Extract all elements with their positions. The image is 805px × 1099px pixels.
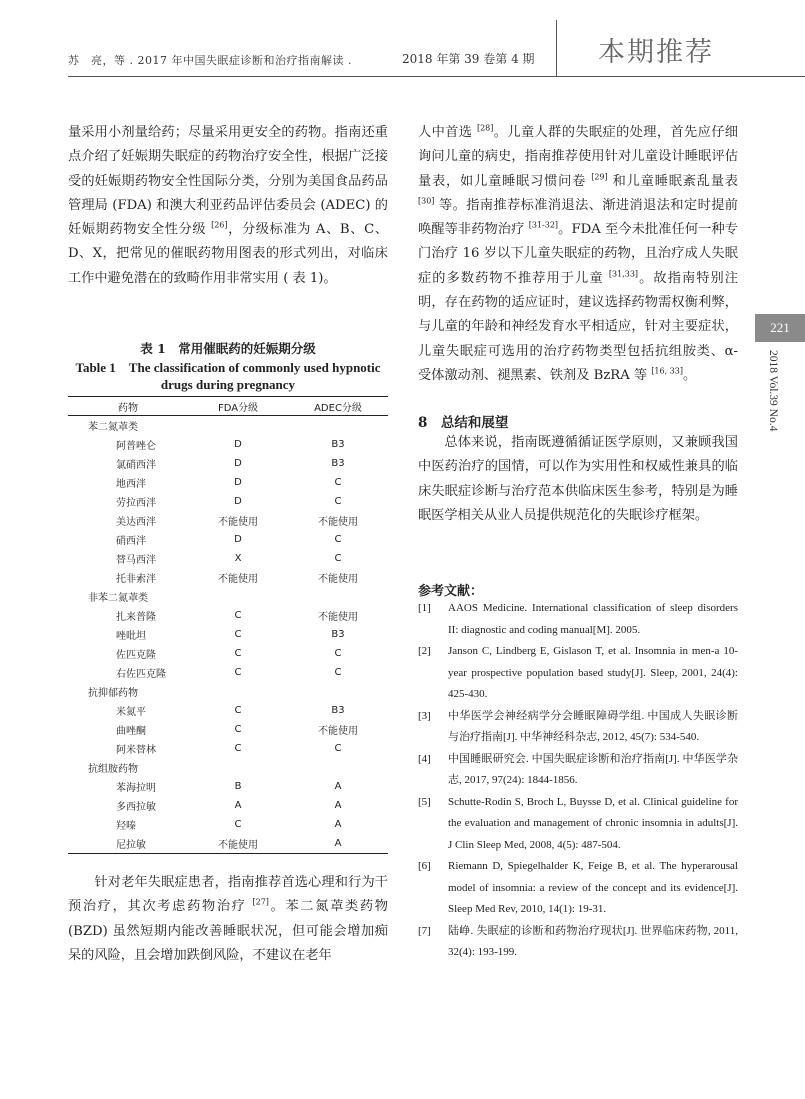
text: 总体来说，指南既遵循循证医学原则，又兼顾我国中医药治疗的国情，可以作为实用性和权威性兼具的临床失眠症诊断与治疗范本供临床医生参考，特别是为睡眠医学相关从业人员提供规范化的失眠诊疗框架。 <box>418 435 738 523</box>
group-label: 抗组胺药物 <box>88 764 138 775</box>
reference-text: Riemann D, Spiegelhalder K, Feige B, et al. The hyperarousal model of insomnia: a review of the concept and its evidence[J]. Sleep Med Rev, 2010, 14(1): 19-31. <box>448 860 738 915</box>
citation: [29] <box>591 172 608 182</box>
adec-grade: C <box>334 648 342 659</box>
header-divider <box>556 20 557 76</box>
table-row <box>68 435 388 454</box>
table-row <box>68 701 388 720</box>
fda-grade: C <box>234 724 242 735</box>
text: 。儿童人群的失眠症的处理，首先应仔细询问儿童的病史，指南推荐使用针对儿童设计睡眠评估量表，如儿童睡眠习惯问卷 <box>418 125 738 189</box>
table-group-row <box>68 682 388 701</box>
adec-grade: C <box>334 743 342 754</box>
header-fda: FDA分级 <box>217 402 259 414</box>
reference-number: [5] <box>418 795 431 808</box>
adec-grade: C <box>334 667 342 678</box>
drug-name: 曲唑酮 <box>116 726 146 737</box>
reference-item <box>418 598 738 641</box>
table-row <box>68 511 388 530</box>
reference-item <box>418 706 738 749</box>
table-row <box>68 625 388 644</box>
fda-grade: C <box>234 648 242 659</box>
running-header-issue: 2018 年第 39 卷第 4 期 <box>402 52 535 66</box>
page-number-tab: 221 <box>755 314 805 342</box>
fda-grade: 不能使用 <box>218 574 258 585</box>
adec-grade: B3 <box>331 458 345 469</box>
table-caption-en: Table 1 The classification of commonly used hypnotic drugs during pregnancy <box>75 360 381 392</box>
drug-name: 苯海拉明 <box>116 783 156 794</box>
adec-grade: C <box>334 477 342 488</box>
fda-grade: C <box>234 667 242 678</box>
reference-item <box>418 749 738 792</box>
reference-number: [2] <box>418 645 431 657</box>
reference-item <box>418 856 738 921</box>
fda-grade: 不能使用 <box>218 517 258 528</box>
reference-item <box>418 921 738 964</box>
adec-grade: A <box>334 819 342 830</box>
header-drug: 药物 <box>118 402 138 414</box>
fda-grade: D <box>234 439 242 450</box>
drug-name: 米氮平 <box>116 707 146 718</box>
table-group-row <box>68 587 388 606</box>
citation: [31-32] <box>528 220 559 230</box>
drug-name: 羟嗪 <box>116 821 136 832</box>
table-row <box>68 815 388 834</box>
table-row <box>68 777 388 796</box>
text: 量采用小剂量给药；尽量采用更安全的药物。指南还重点介绍了妊娠期失眠症的药物治疗安全性，根据广泛接受的妊娠期药物安全性国际分类，分别为美国食品药品管理局 (FDA) 和澳大利亚药品评估委员会 (ADEC) 的妊娠期药物安全性分级 <box>68 125 388 238</box>
table-row <box>68 473 388 492</box>
text: 。 <box>682 367 697 383</box>
adec-grade: C <box>334 553 342 564</box>
fda-grade: X <box>234 553 242 564</box>
drug-name: 阿米替林 <box>116 745 156 756</box>
table-row <box>68 834 388 854</box>
citation: [16, 33] <box>651 366 683 376</box>
references-list <box>418 598 738 964</box>
adec-grade: A <box>334 800 342 811</box>
drug-name: 硝西泮 <box>116 536 146 547</box>
fda-grade: C <box>234 610 242 621</box>
table-row <box>68 739 388 758</box>
table-row <box>68 454 388 473</box>
fda-grade: D <box>234 458 242 469</box>
drug-name: 美达西泮 <box>116 517 156 528</box>
table-caption-cn: 表 1 常用催眠药的妊娠期分级 <box>140 341 316 356</box>
group-label: 非苯二氮䓬类 <box>88 593 148 604</box>
drug-name: 尼拉敏 <box>116 840 146 851</box>
fda-grade: D <box>234 534 242 545</box>
citation: [30] <box>418 196 435 206</box>
drug-name: 托非索泮 <box>116 574 156 585</box>
fda-grade: C <box>234 629 242 640</box>
group-label: 苯二氮䓬类 <box>88 422 138 433</box>
group-label: 抗抑郁药物 <box>88 688 138 699</box>
drug-name: 多西拉敏 <box>116 802 156 813</box>
text: 等。指南推荐标准消退法、渐进消退法和定时提前唤醒等非药物治疗 <box>418 197 738 238</box>
drug-name: 劳拉西泮 <box>116 498 156 509</box>
header-rule <box>68 76 805 77</box>
fda-grade: 不能使用 <box>218 840 258 851</box>
adec-grade: 不能使用 <box>318 612 358 623</box>
reference-item <box>418 641 738 706</box>
drug-name: 氯硝西泮 <box>116 460 156 471</box>
drug-name: 阿普唑仑 <box>116 441 156 452</box>
text: 针对老年失眠症患者，指南推荐首选心理和行为干预治疗，其次考虑药物治疗 <box>68 875 388 915</box>
reference-text: Schutte-Rodin S, Broch L, Buysse D, et al. Clinical guideline for the evaluation and management of chronic insomnia in adults[J]. J Clin Sleep Med, 2008, 4(5): 487-504. <box>448 795 738 851</box>
fda-grade: C <box>234 743 242 754</box>
header-adec: ADEC分级 <box>314 402 362 414</box>
table-group-row <box>68 758 388 777</box>
adec-grade: B3 <box>331 439 345 450</box>
drug-name: 唑吡坦 <box>116 631 146 642</box>
text: 人中首选 <box>418 125 477 140</box>
adec-grade: A <box>334 838 342 849</box>
table-row <box>68 530 388 549</box>
text: 。故指南特别注明，存在药物的适应证时，建议选择药物需权衡利弊，与儿童的年龄和神经发育水平相适应，针对主要症状，儿童失眠症可选用的治疗药物类型包括抗组胺类、α- 受体激动剂、褪黑素、铁剂及 BzRA 等 <box>418 270 738 383</box>
citation: [26] <box>211 220 228 230</box>
references-title: 参考文献： <box>418 584 484 599</box>
section-8-body <box>418 431 738 528</box>
reference-text: 中华医学会神经病学分会睡眠障碍学组. 中国成人失眠诊断与治疗指南[J]. 中华神经科杂志, 2012, 45(7): 534-540. <box>448 709 738 743</box>
reference-number: [4] <box>418 752 431 765</box>
pregnancy-classification-table <box>68 396 388 854</box>
reference-number: [3] <box>418 709 431 722</box>
adec-grade: C <box>334 534 342 545</box>
table-row <box>68 549 388 568</box>
table-row <box>68 568 388 587</box>
left-paragraph-1 <box>68 121 388 291</box>
column-brand-title: 本期推荐 <box>598 37 714 68</box>
fda-grade: A <box>234 800 242 811</box>
table-group-row <box>68 416 388 436</box>
adec-grade: 不能使用 <box>318 517 358 528</box>
text: ，分级标准为 A、B、C、D、X，把常见的催眠药物用图表的形式列出，对临床工作中避免潜在的致畸作用非常实用 ( 表 1)。 <box>68 222 388 286</box>
drug-name: 扎来普隆 <box>116 612 156 623</box>
table-row <box>68 720 388 739</box>
left-paragraph-2 <box>68 871 388 968</box>
reference-text: Janson C, Lindberg E, Gislason T, et al. Insomnia in men-a 10-year prospective population based study[J]. Sleep, 2001, 24(4): 425-430. <box>448 645 738 700</box>
reference-text: 陆峥. 失眠症的诊断和药物治疗现状[J]. 世界临床药物, 2011, 32(4): 193-199. <box>448 924 738 958</box>
table-row <box>68 663 388 682</box>
text: 。苯二氮䓬类药物 (BZD) 虽然短期内能改善睡眠状况，但可能会增加痴呆的风险，且会增加跌倒风险，不建议在老年 <box>68 899 388 963</box>
table-row <box>68 644 388 663</box>
side-issue-label: 2018 Vol.39 No.4 <box>767 350 779 432</box>
drug-name: 佐匹克隆 <box>116 650 156 661</box>
text: 和儿童睡眠紊乱量表 <box>607 173 738 189</box>
citation: [27] <box>252 897 269 907</box>
drug-name: 地西泮 <box>116 479 146 490</box>
reference-number: [6] <box>418 860 431 872</box>
fda-grade: C <box>234 819 242 830</box>
reference-number: [1] <box>418 602 431 614</box>
fda-grade: D <box>234 477 242 488</box>
running-header-citation: 苏 亮，等 . 2017 年中国失眠症诊断和治疗指南解读 . <box>68 54 352 67</box>
adec-grade: 不能使用 <box>318 574 358 585</box>
adec-grade: C <box>334 496 342 507</box>
citation: [28] <box>476 123 494 133</box>
table-row <box>68 796 388 815</box>
reference-number: [7] <box>418 924 431 937</box>
right-paragraph-1 <box>418 121 738 388</box>
adec-grade: 不能使用 <box>318 726 358 737</box>
reference-text: AAOS Medicine. International classification of sleep disorders II: diagnostic and coding manual[M]. 2005. <box>448 602 738 636</box>
drug-name: 右佐匹克隆 <box>116 669 166 680</box>
citation: [31,33] <box>608 269 639 279</box>
table-row <box>68 492 388 511</box>
fda-grade: B <box>234 781 242 792</box>
adec-grade: B3 <box>331 629 345 640</box>
text: 。FDA 至今未批准任何一种专门治疗 16 岁以下儿童失眠症的药物，且治疗成人失眠症的多数药物不推荐用于儿童 <box>418 222 738 286</box>
adec-grade: A <box>334 781 342 792</box>
fda-grade: C <box>234 705 242 716</box>
reference-text: 中国睡眠研究会. 中国失眠症诊断和治疗指南[J]. 中华医学杂志, 2017, 97(24): 1844-1856. <box>448 752 738 786</box>
fda-grade: D <box>234 496 242 507</box>
reference-item <box>418 792 738 857</box>
section-8-title: 8 总结和展望 <box>418 415 509 431</box>
drug-name: 替马西泮 <box>116 555 156 566</box>
adec-grade: B3 <box>331 705 345 716</box>
table-row <box>68 606 388 625</box>
